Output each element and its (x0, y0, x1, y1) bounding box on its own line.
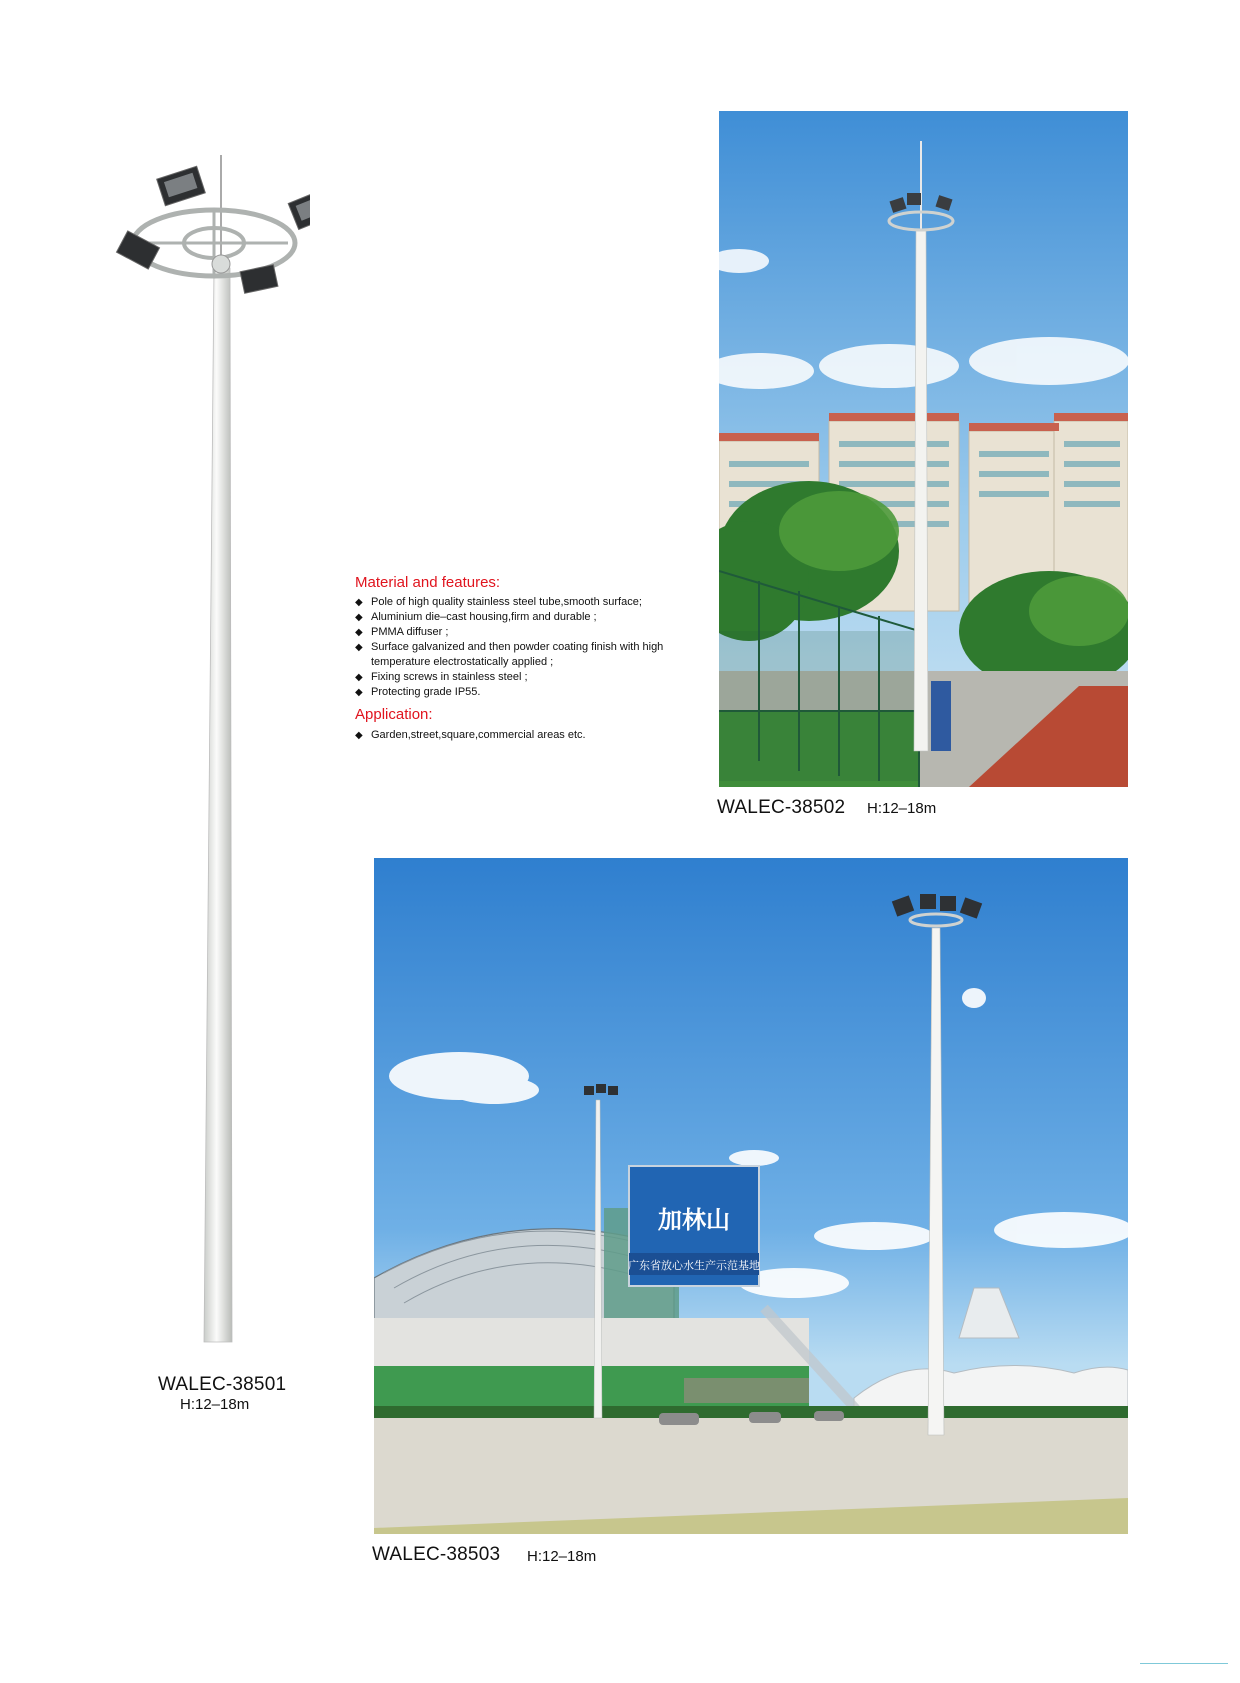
model-label-38503: WALEC-38503 (372, 1544, 501, 1565)
height-label-38502: H:12–18m (867, 800, 937, 817)
features-title: Material and features: (355, 574, 501, 591)
page-footer-rule (1140, 1663, 1228, 1664)
feature-item: ◆ PMMA diffuser ; (355, 625, 675, 640)
model-label-38501: WALEC-38501 (158, 1374, 287, 1395)
model-label-38502: WALEC-38502 (717, 797, 846, 818)
application-item: ◆ Garden,street,square,commercial areas etc. (355, 728, 675, 743)
feature-item: ◆ Aluminium die–cast housing,firm and durable ; (355, 610, 675, 625)
billboard-slogan: 广东省放心水生产示范基地 (628, 1259, 760, 1272)
features-list (355, 595, 675, 700)
height-label-38501: H:12–18m (180, 1396, 250, 1413)
features-section (355, 574, 675, 747)
product-photo-walec-38503 (374, 858, 1128, 1534)
product-photo-walec-38502 (719, 111, 1128, 787)
feature-item: ◆ Fixing screws in stainless steel ; (355, 670, 675, 685)
feature-item: ◆ Surface galvanized and then powder coating finish with high temperature electrostatically applied ; (355, 640, 675, 670)
billboard-brand: 加林山 (658, 1206, 730, 1234)
product-image-walec-38501 (110, 150, 310, 1350)
feature-item: ◆ Pole of high quality stainless steel tube,smooth surface; (355, 595, 675, 610)
height-label-38503: H:12–18m (527, 1548, 597, 1565)
application-list (355, 728, 675, 743)
application-title: Application: (355, 706, 433, 723)
feature-item: ◆ Protecting grade IP55. (355, 685, 675, 700)
